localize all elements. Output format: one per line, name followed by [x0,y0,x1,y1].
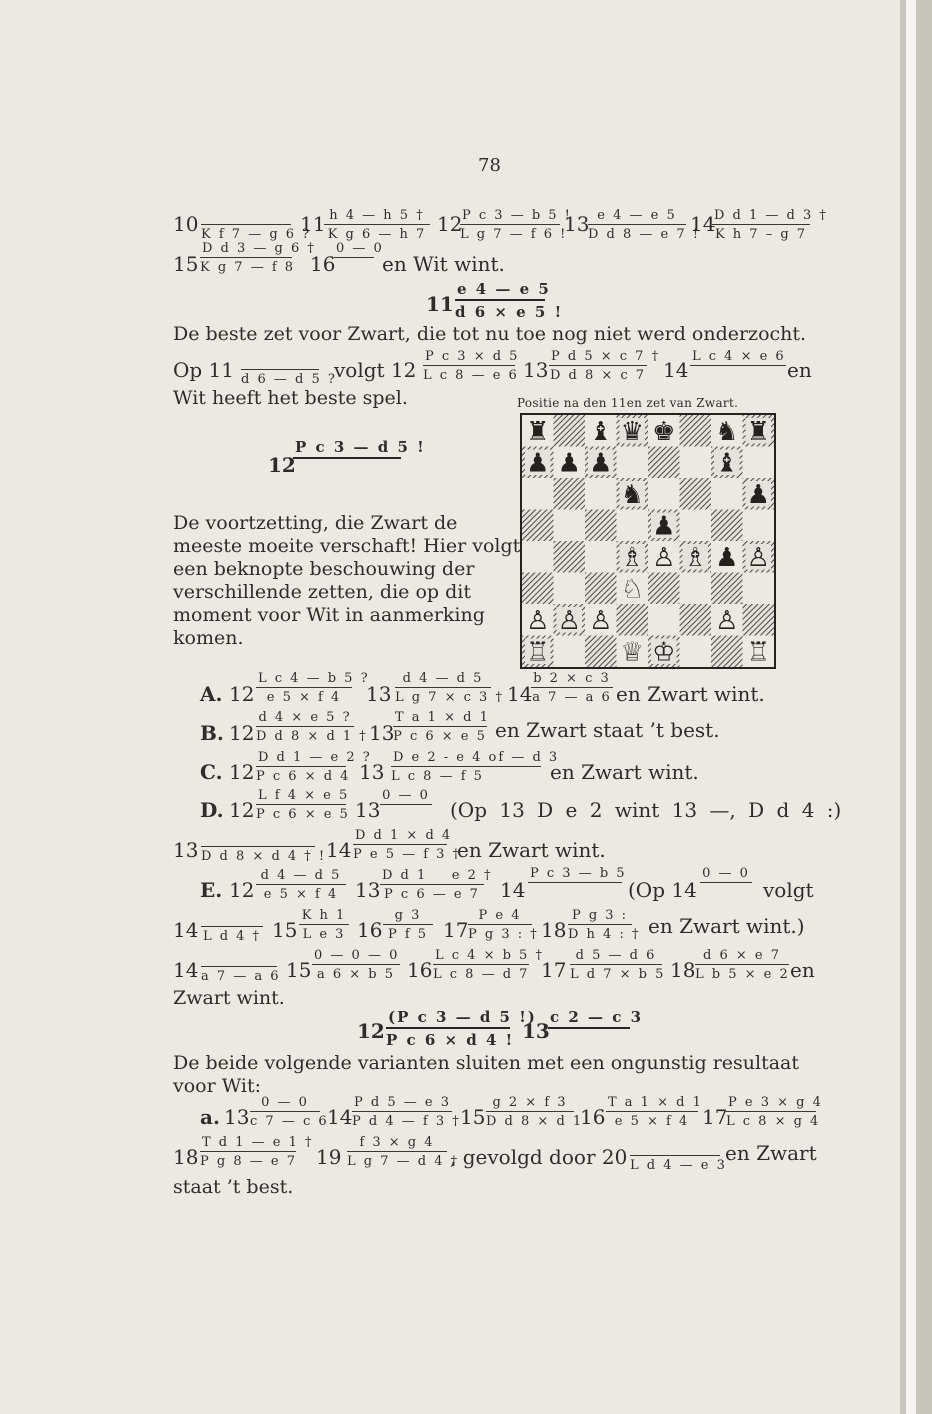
move-fraction: $\frac{\text{T d 1 — e 1 †}}{\text{P g 8 — e 7}}$ [200,1135,314,1169]
chess-piece-icon: ♙ [526,605,550,636]
move-fraction: $\frac{\text{P c 3 × d 5}}{\text{L c 8 — e 6}}$ [423,349,520,383]
move-fraction: $\frac{\text{L c 4 — b 5 ?}}{e 5 \times f 4}$ [258,671,370,705]
light-square [743,447,775,479]
chess-diagram [520,413,776,669]
chess-piece-icon: ♖ [746,637,770,667]
move-number: 16 [580,1105,606,1129]
chess-piece-icon: ♜ [746,416,770,447]
light-square [554,510,586,542]
move-number: 12 [229,878,255,902]
chess-board [522,415,774,667]
variant-label: E. [200,878,223,902]
move-number: 11 [426,292,454,316]
move-number: 12 [357,1019,385,1043]
move-fraction: $\frac{\text{D d 1 × d 4}}{\text{P e 5 — f 3 †}}$ [353,828,462,862]
move-number: 15 [173,252,199,276]
move-number: 13 [522,1019,550,1043]
move-number: 12 [229,760,255,784]
move-fraction: $\frac{\text{P c 3 — b 5 !}}{\text{L g 7 — f 6 !}}$ [460,208,572,242]
chess-piece-icon: ♙ [715,605,739,636]
move-number: 12 [268,453,296,477]
move-fraction: $\frac{b 2 \times c 3}{a 7 — a 6}$ [532,671,612,705]
move-number: 17 [541,958,567,982]
move-fraction: $\frac{d 6 \times e 7}{\text{L b 5 × e 2}}$ [695,948,790,982]
move-fraction: $\frac{\text{D e 2 - e 4 of — d 3}}{\text{L c 8 — f 5}}$ [391,750,560,784]
line-tail: en Zwart wint.) [648,914,805,938]
move-number: 13 [224,1105,250,1129]
light-square [648,478,680,510]
move-fraction: $\frac{d 4 \times e 5 ?}{\text{D d 8 × d 1 †}}$ [256,710,368,744]
move-number: 13 [564,212,590,236]
move-number: 14 [173,958,199,982]
dark-square [585,636,617,668]
page-edge-highlight [906,0,916,1414]
chess-piece-icon: ♙ [557,605,581,636]
chess-piece-icon: ♜ [526,416,550,447]
light-square [617,447,649,479]
move-fraction: $\frac{\text{D d 1 — d 3 †}}{\text{K h 7 – g 7}}$ [714,208,828,242]
variant-label: a. [200,1105,220,1129]
move-fraction: $\frac{\text{T a 1 × d 1}}{e 5 \times f 4}$ [608,1095,703,1129]
move-number: 14 [173,918,199,942]
chess-piece-icon: ♗ [620,542,644,573]
move-number: 17 [702,1105,728,1129]
chess-piece-icon: ♘ [620,574,644,605]
move-number: 13 [369,721,395,745]
dark-square [648,573,680,605]
text: en [787,358,812,382]
variant-label: C. [200,760,223,784]
move-fraction: $\frac{\text{P g 3 :}}{\text{D h 4 : †}}$ [568,908,641,942]
move-number: 19 [316,1145,342,1169]
move-number: 12 [437,212,463,236]
chess-piece-icon: ♕ [620,637,644,667]
page-number: 78 [478,155,501,176]
move-fraction: $\frac{d 4 — d 5}{e 5 \times f 4}$ [256,868,346,902]
move-fraction: $\frac{\text{L c 4 × b 5 †}}{\text{L c 8 — d 7}}$ [433,948,544,982]
main-move-fraction: $\frac{e 4 — e 5}{d 6 \times e 5 !}$ [455,280,564,321]
variant-label: A. [200,682,223,706]
text: (Op 14 [628,878,697,902]
move-fraction: D d 8 × d 4 † ! [201,830,315,864]
chess-piece-icon: ♟ [746,479,770,510]
line-tail: en [790,958,815,982]
light-square [648,604,680,636]
board-caption: Positie na den 11en zet van Zwart. [517,396,739,410]
move-fraction: $\frac{\text{P d 5 — e 3}}{\text{P d 4 — f 3 †}}$ [352,1095,461,1129]
move-number: 14 [326,838,352,862]
line-tail: en Zwart wint. [550,760,699,784]
move-number: 14 [507,682,533,706]
move-number: 14 [663,358,689,382]
move-number: 13 [359,760,385,784]
text-line: verschillende zetten, die op dit [173,581,471,603]
chess-piece-icon: ♚ [652,416,676,447]
move-number: 12 [229,798,255,822]
dark-square [554,478,586,510]
move-fraction: $\frac{e 4 — e 5}{\text{D d 8 — e 7 !}}$ [588,208,700,242]
text-line: staat ’t best. [173,1176,294,1198]
dark-square [680,604,712,636]
move-fraction: $\frac{f 3 \times g 4}{\text{L g 7 — d 4 †}}$ [347,1135,460,1169]
line-tail: en Zwart wint. [457,838,606,862]
text-line: De beide volgende varianten sluiten met een ongunstig resultaat [173,1052,800,1074]
chess-piece-icon: ♞ [715,416,739,447]
line-tail: en Zwart staat ’t best. [495,718,720,742]
line-tail: en Zwart [725,1141,817,1165]
dark-square [585,573,617,605]
text-line: Wit heeft het beste spel. [173,387,408,409]
chess-piece-icon: ♝ [589,416,613,447]
light-square [585,541,617,573]
dark-square [711,573,743,605]
move-fraction: $\frac{\text{D d 1 e 2 †}}{\text{P c 6 — e 7}}$ [382,868,493,902]
text-line: De beste zet voor Zwart, die tot nu toe nog niet werd onderzocht. [173,323,807,345]
line-tail: en Zwart wint. [616,682,765,706]
light-square [711,478,743,510]
dark-square [711,636,743,668]
move-number: 16 [357,918,383,942]
move-number: 16 [407,958,433,982]
chess-piece-icon: ♙ [746,542,770,573]
variant-label: D. [200,798,224,822]
move-number: 15 [272,918,298,942]
move-fraction: $\frac{\text{P e 3 × g 4}}{\text{L c 8 × g 4}}$ [726,1095,823,1129]
move-fraction: $\frac{g 3}{\text{P f 5}}$ [383,908,433,942]
light-square [585,478,617,510]
chess-piece-icon: ♟ [557,448,581,479]
main-move-fraction: P c 3 — d 5 ! [293,438,401,479]
move-fraction: $\frac{\text{P e 4}}{\text{P g 3 : †}}$ [468,908,539,942]
move-fraction: d 6 — d 5 ? [241,353,319,387]
move-number: 15 [460,1105,486,1129]
light-square [680,573,712,605]
move-number: 18 [173,1145,199,1169]
move-number: 14 [500,878,526,902]
text-line: moment voor Wit in aanmerking [173,604,485,626]
chess-piece-icon: ♞ [620,479,644,510]
light-square [554,636,586,668]
move-fraction: 0 — 0 [700,866,752,900]
chess-piece-icon: ♟ [715,542,739,573]
move-fraction: $\frac{\text{L f 4 × e 5}}{\text{P c 6 × e 5}}$ [256,788,350,822]
move-fraction: L d 4 — e 3 [630,1139,720,1173]
move-fraction: a 7 — a 6 [201,950,277,984]
move-number: 11 [300,212,326,236]
dark-square [617,604,649,636]
move-number: 18 [541,918,567,942]
move-fraction: $\frac{\text{K h 1}}{\text{L e 3}}$ [299,908,349,942]
light-square [680,447,712,479]
dark-square [680,415,712,447]
chess-piece-icon: ♛ [620,416,644,447]
move-fraction: L d 4 † [201,910,263,944]
text-line: een beknopte beschouwing der [173,558,475,580]
move-number: 13 [523,358,549,382]
move-number: 12 [229,682,255,706]
dark-square [743,604,775,636]
dark-square [680,478,712,510]
move-fraction: $\frac{d 4 — d 5}{\text{L g 7 × c 3 †}}$ [395,671,504,705]
move-fraction: L c 4 × e 6 [692,349,786,364]
move-number: 10 [173,212,199,236]
chess-piece-icon: ♙ [652,542,676,573]
light-square [680,510,712,542]
move-fraction: K f 7 — g 6 ? [201,208,291,242]
chess-piece-icon: ♗ [683,542,707,573]
move-number: 15 [286,958,312,982]
dark-square [711,510,743,542]
move-number: 16 [310,252,336,276]
line-tail: volgt [763,878,814,902]
line-tail: (Op 13 D e 2 wint 13 —, D d 4 :) [450,798,842,822]
move-fraction: 0 — 0 [336,241,384,256]
move-fraction: $\frac{g 2 \times f 3}{\text{D d 8 × d 1}}$ [486,1095,584,1129]
page-edge [900,0,932,1414]
text-line: komen. [173,627,244,649]
dark-square [554,541,586,573]
chess-piece-icon: ♟ [526,448,550,479]
text: Op 11 [173,358,235,382]
dark-square [522,573,554,605]
light-square [743,573,775,605]
chess-piece-icon: ♖ [526,637,550,667]
move-number: 14 [327,1105,353,1129]
line-tail: en Wit wint. [382,252,505,276]
text-line: meeste moeite verschaft! Hier volgt [173,535,521,557]
chess-piece-icon: ♝ [715,448,739,479]
move-fraction: $\frac{0 — 0}{c 7 — c 6}$ [250,1095,329,1129]
move-fraction: P c 3 — b 5 [530,866,627,881]
move-fraction: $\frac{d 5 — d 6}{\text{L d 7 × b 5}}$ [570,948,666,982]
move-number: 17 [443,918,469,942]
text-line: voor Wit: [173,1075,262,1097]
main-move-fraction: $\frac{\text{(P c 3 — d 5 !)}}{\text{P c 6 × d 4 !}}$ [386,1008,537,1049]
text-line: De voortzetting, die Zwart de [173,512,458,534]
chess-piece-icon: ♙ [589,605,613,636]
move-fraction: $\frac{\text{P d 5 × c 7 †}}{\text{D d 8 × c 7}}$ [549,349,661,383]
light-square [680,636,712,668]
move-fraction: 0 — 0 [380,788,432,822]
dark-square [522,510,554,542]
move-number: 12 [229,721,255,745]
move-fraction: $\frac{\text{D d 1 — e 2 ?}}{\text{P c 6 × d 4}}$ [256,750,372,784]
chess-piece-icon: ♟ [652,511,676,542]
move-number: 13 [366,682,392,706]
move-number: 18 [670,958,696,982]
variant-label: B. [200,721,224,745]
dark-square [554,415,586,447]
text: , gevolgd door 20 [450,1145,628,1169]
dark-square [585,510,617,542]
main-move-fraction: c 2 — c 3 [548,1008,630,1049]
light-square [743,510,775,542]
move-number: 13 [173,838,199,862]
light-square [617,510,649,542]
chess-piece-icon: ♟ [589,448,613,479]
dark-square [648,447,680,479]
move-fraction: $\frac{\text{T a 1 × d 1}}{\text{P c 6 × e 5}}$ [393,710,490,744]
chess-piece-icon: ♔ [652,637,676,667]
light-square [522,478,554,510]
move-number: 13 [355,798,381,822]
text: volgt 12 [334,358,417,382]
light-square [554,573,586,605]
move-fraction: $\frac{h 4 — h 5 \dagger}{\text{K g 6 — h 7}}$ [324,208,430,242]
move-fraction: $\frac{0 — 0 — 0}{a 6 \times b 5}$ [314,948,400,982]
move-fraction: $\frac{\text{D d 3 — g 6 †}}{\text{K g 7 — f 8}}$ [200,241,316,275]
text-line: Zwart wint. [173,987,285,1009]
move-number: 14 [690,212,716,236]
move-number: 13 [355,878,381,902]
light-square [522,541,554,573]
